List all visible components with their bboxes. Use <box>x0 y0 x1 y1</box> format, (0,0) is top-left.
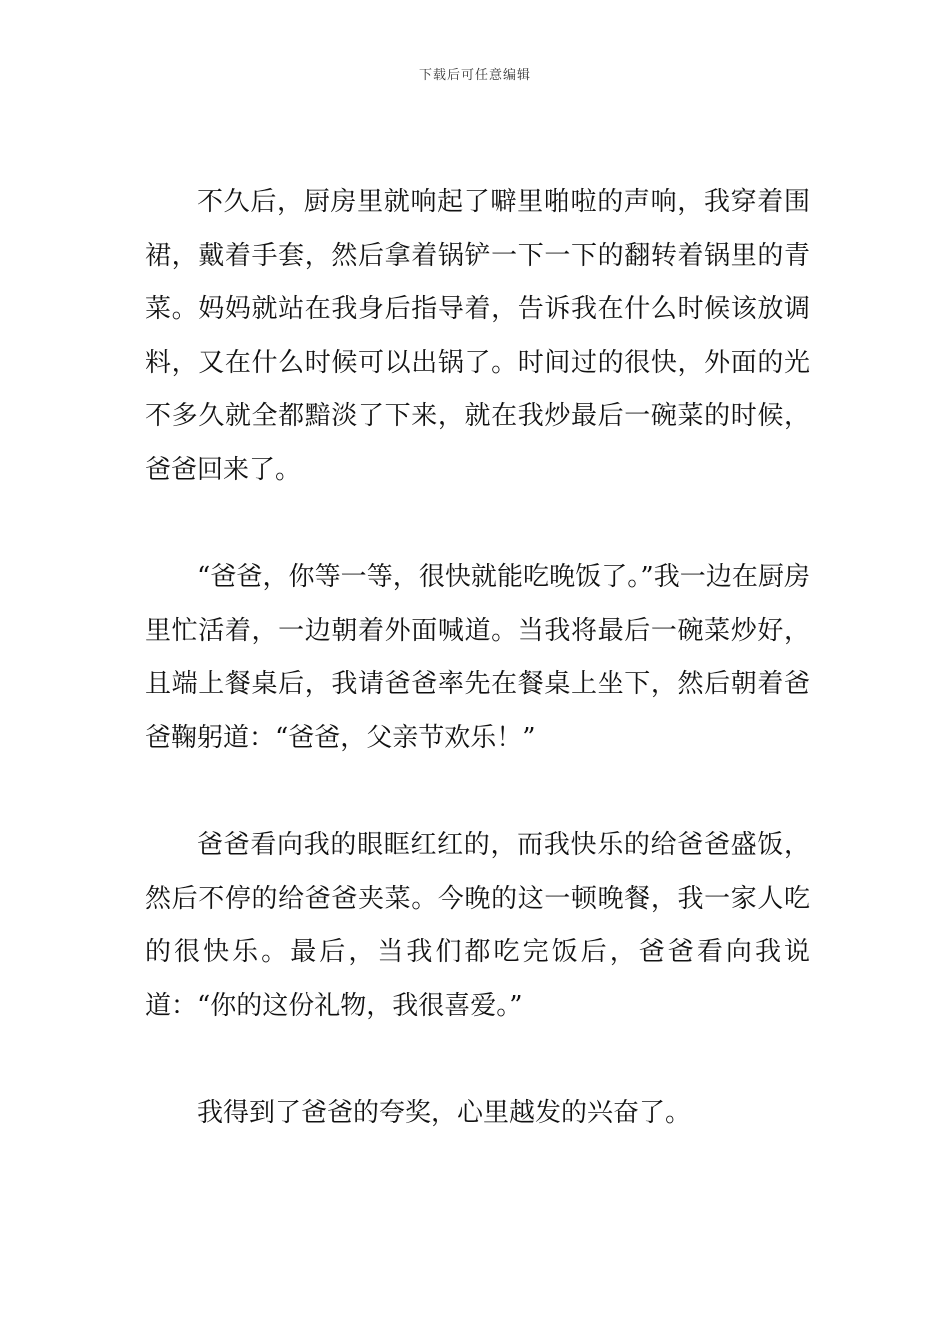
document-body <box>145 176 810 1195</box>
paragraph-3: 爸爸看向我的眼眶红红的，而我快乐的给爸爸盛饭，然后不停的给爸爸夹菜。今晚的这一顿晚餐，我一家人吃的很快乐。最后，当我们都吃完饭后，爸爸看向我说道：“你的这份礼物，我很喜爱。” <box>145 830 810 1021</box>
paragraph-1: 不久后，厨房里就响起了噼里啪啦的声响，我穿着围裙，戴着手套，然后拿着锅铲一下一下的翻转着锅里的青菜。妈妈就站在我身后指导着，告诉我在什么时候该放调料，又在什么时候可以出锅了。时间过的很快，外面的光不多久就全都黯淡了下来，就在我炒最后一碗菜的时候，爸爸回来了。 <box>145 187 810 485</box>
page-header-note: 下载后可任意编辑 <box>418 68 531 83</box>
paragraph-2: “爸爸，你等一等，很快就能吃晚饭了。”我一边在厨房里忙活着，一边朝着外面喊道。当我将最后一碗菜炒好，且端上餐桌后，我请爸爸率先在餐桌上坐下，然后朝着爸爸鞠躬道：“爸爸，父亲节欢乐！” <box>145 562 810 753</box>
paragraph-4: 我得到了爸爸的夸奖，心里越发的兴奋了。 <box>197 1098 692 1128</box>
